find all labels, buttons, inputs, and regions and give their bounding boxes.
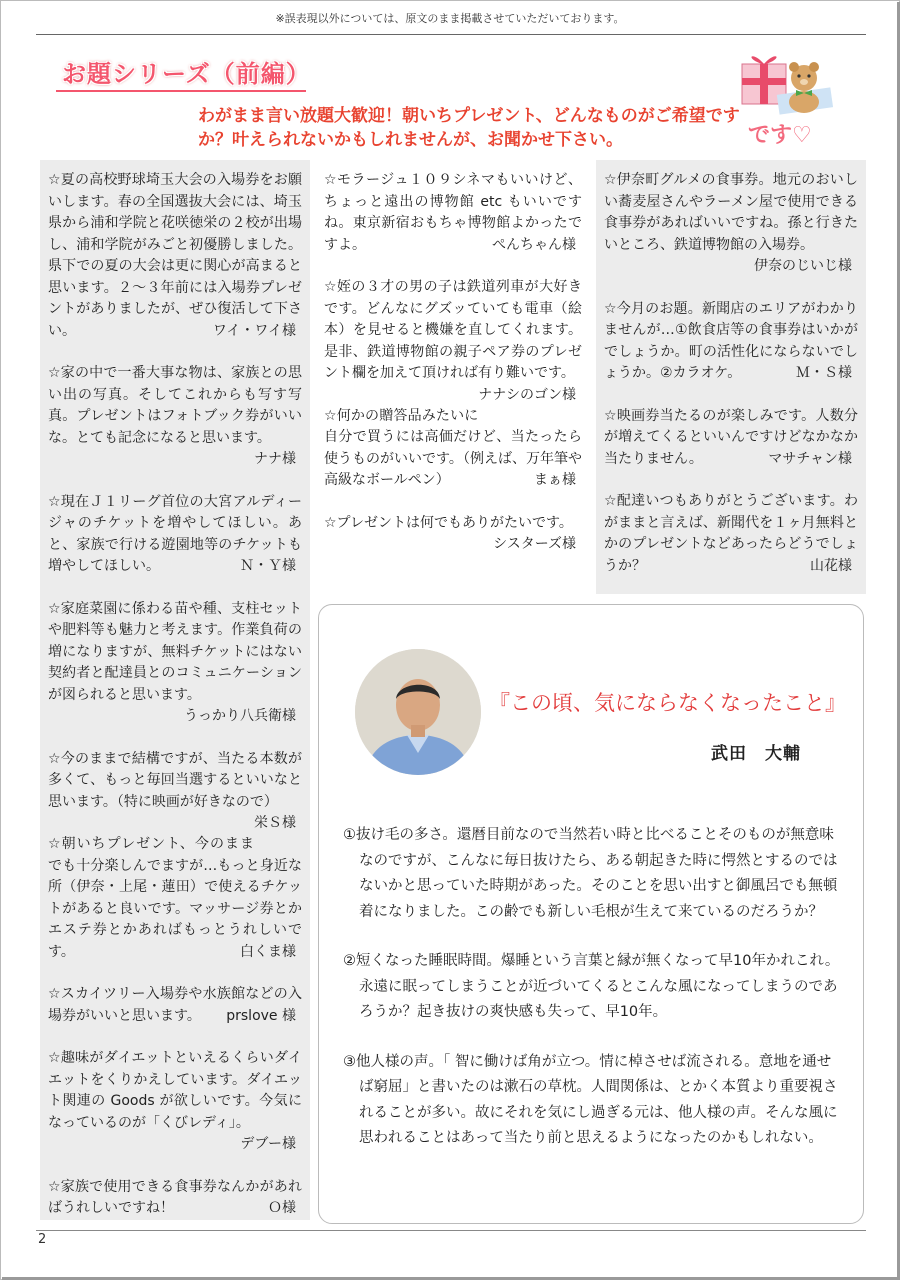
reader-name: 伊奈のじいじ様	[754, 258, 852, 274]
reader-entry: ☆姪の３才の男の子は鉄道列車が大好きです。どんなにグズッていても電車（絵本）を見せると機嫌を直してくれます。是非、鉄道博物館の親子ペア券のプレゼント欄を加えて頂ければ有り難いです。 ナナシのゴン様	[324, 277, 582, 385]
reader-name: ナナシのゴン様	[478, 386, 576, 403]
reader-name: まぁ様	[534, 472, 576, 488]
reader-name: ナナ様	[254, 451, 296, 467]
essay-title: 『この頃、気にならなくなったこと』	[489, 691, 846, 715]
reader-name: Ｍ・Ｓ様	[796, 365, 852, 381]
reader-entry: ☆モラージュ１０９シネマもいいけど、ちょっと遠出の博物館 etc もいいですね。東京新宿おもちゃ博物館よかったですよ。 ぺんちゃん様	[324, 170, 582, 256]
reader-name: Ｎ・Ｙ様	[240, 558, 296, 574]
reader-name: prslove 様	[226, 1007, 296, 1024]
page-number: 2	[38, 1232, 47, 1247]
essay-paragraph: ③他人様の声。「 智に働けば角が立つ。情に棹させば流される。意地を通せば窮屈」と書いたのは漱石の草枕。人間関係は、とかく本質より重要視されることが多い。故にそれを気にし過ぎる元は、他人様の声。そんな風に思われることはあって当たり前と思えるようになったのかもしれない。	[343, 1053, 838, 1146]
series-title-underline	[56, 90, 306, 92]
reader-entry: ☆今月のお題。新聞店のエリアがわかりませんが…①飲食店等の食事券はいかがでしょうか。町の活性化にならないでしょうか。②カラオケ。 Ｍ・Ｓ様	[604, 299, 858, 385]
essay-paragraph: ①抜け毛の多さ。還暦目前なので当然若い時と比べることそのものが無意味なのですが、こんなに毎日抜けたら、ある朝起きた時に愕然とするのではないかと思っていた時期があった。そのことを思い出すと御風呂でも無頓着になりました。この齢でも新しい毛根が生えて来ているのだろうか？	[343, 827, 838, 920]
reader-entry: ☆映画券当たるのが楽しみです。人数分が増えてくるといいんですけどなかなか当たりません。 マサチャン様	[604, 406, 858, 471]
gift-teddy-illustration	[738, 44, 834, 116]
essay-author: 武田 大輔	[711, 744, 801, 764]
reader-name: ワイ・ワイ様	[212, 322, 296, 339]
reader-name: 山花様	[810, 557, 852, 574]
reader-entry: ☆朝いちプレゼント、今のままでも十分楽しんでますが…もっと身近な所（伊奈・上尾・蓮田）で使えるチケットがあると良いです。マッサージ券とかエステ券とかあればもっとうれしいです。 白くま様	[48, 834, 302, 963]
reader-entry: ☆今のままで結構ですが、当たる本数が多くて、もっと毎回当選するといいなと思います。（特に映画が好きなので） 栄Ｓ様	[48, 749, 302, 814]
reader-name: デブー様	[240, 1136, 296, 1152]
top-rule	[36, 34, 866, 35]
reader-name: マサチャン様	[768, 450, 852, 467]
bottom-rule	[36, 1230, 866, 1231]
author-portrait-icon	[355, 649, 481, 775]
headline-tail: です♡	[748, 123, 812, 148]
essay-body	[343, 823, 843, 1176]
reader-name: シスターズ様	[493, 536, 576, 552]
reader-name: 白くま様	[240, 943, 296, 960]
reader-entry: ☆家庭菜園に係わる苗や種、支柱セットや肥料等も魅力と考えます。作業負荷の増になりますが、無料チケットにはない契約者と配達員とのコミュニケーションが図られると思います。 うっかり八兵衛様	[48, 599, 302, 728]
reader-entry: ☆プレゼントは何でもありがたいです。 シスターズ様	[324, 513, 582, 535]
reader-column-left	[40, 160, 310, 1220]
reader-entry: ☆夏の高校野球埼玉大会の入場券をお願いします。春の全国選抜大会には、埼玉県から浦和学院と花咲徳栄の２校が出場し、浦和学院がみごと初優勝しました。県下での夏の大会は更に関心が高まると思います。２〜３年前には入場券プレゼントがありましたが、ぜひ復活して下さい。 ワイ・ワイ様	[48, 170, 302, 342]
reader-name: Ｏ様	[268, 1200, 296, 1216]
reader-name: 栄Ｓ様	[254, 815, 296, 831]
reader-entry: ☆スカイツリー入場券や水族館などの入場券がいいと思います。 prslove 様	[48, 984, 302, 1027]
author-photo	[355, 649, 481, 775]
reader-entry: ☆趣味がダイエットといえるくらいダイエットをくりかえしています。ダイエット関連の Goods が欲しいです。今気になっているのが「くびレディ」。 デブー様	[48, 1048, 302, 1156]
reader-entry: ☆現在Ｊ１リーグ首位の大宮アルディージャのチケットを増やしてほしい。あと、家族で行ける遊園地等のチケットも増やしてほしい。 Ｎ・Ｙ様	[48, 492, 302, 578]
reader-name: うっかり八兵衛様	[184, 708, 296, 724]
reader-entry: ☆伊奈町グルメの食事券。地元のおいしい蕎麦屋さんやラーメン屋で使用できる食事券があればいいですね。孫と行きたいところ、鉄道博物館の入場券。 伊奈のじいじ様	[604, 170, 858, 278]
reader-entry: ☆家族で使用できる食事券なんかがあればうれしいですね！ Ｏ様	[48, 1177, 302, 1220]
headline: わがまま言い放題大歓迎！朝いちプレゼント、どんなものがご希望ですか？叶えられないかもしれませんが、お聞かせ下さい。	[198, 106, 740, 150]
essay-paragraph: ②短くなった睡眠時間。爆睡という言葉と縁が無くなって早10年かれこれ。永遠に眠ってしまうことが近づいてくるとこんな風になってしまうのであろうか？起き抜けの爽快感も失って、早10年。	[343, 953, 840, 1020]
reader-entry: ☆家の中で一番大事な物は、家族との思い出の写真。そしてこれからも写す写真。プレゼントはフォトブック券がいいな。とても記念になると思います。 ナナ様	[48, 363, 302, 471]
reader-column-right	[596, 160, 866, 594]
reader-entry: ☆配達いつもありがとうございます。わがままと言えば、新聞代を１ヶ月無料とかのプレゼントなどあったらどうでしょうか？ 山花様	[604, 491, 858, 577]
reader-column-middle	[316, 160, 590, 572]
editorial-notice: ※誤表現以外については、原文のまま掲載させていただいております。	[275, 12, 625, 25]
reader-name: ぺんちゃん様	[492, 236, 576, 253]
essay-box	[318, 604, 864, 1224]
series-title: お題シリーズ（前編）	[62, 60, 311, 88]
reader-entry: ☆何かの贈答品みたいに自分で買うには高価だけど、当たったら使うものがいいです。（例えば、万年筆や高級なボールペン） まぁ様	[324, 406, 582, 492]
